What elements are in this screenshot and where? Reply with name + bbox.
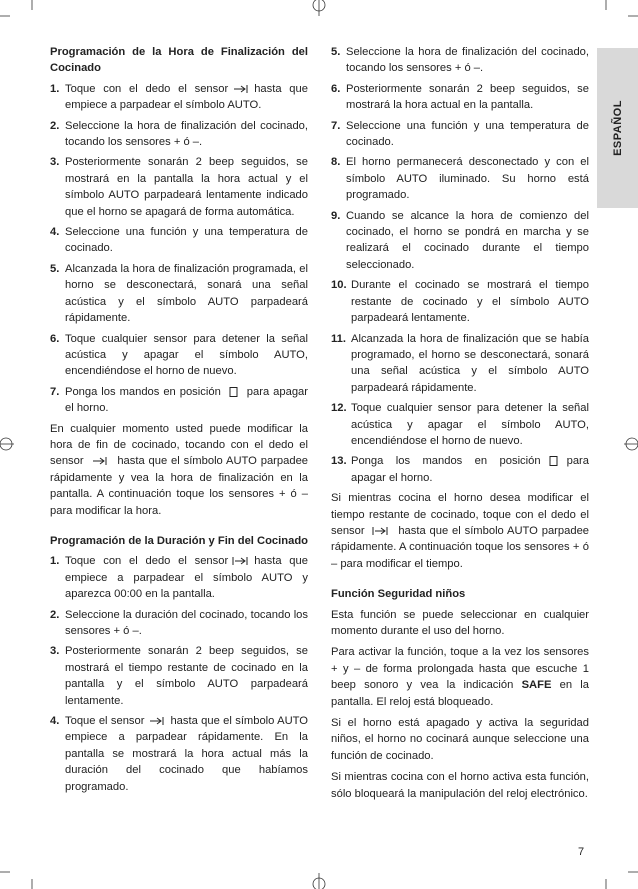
list-item-number: 2. [50,608,60,621]
paragraph-text: hasta que el símbolo AUTO parpadee rápidamente y vea la hora de finalización en la pantalla. A continuación toque los sensores + ó – para modificar la hora. [50,455,309,517]
paragraph-text: hasta que el símbolo AUTO parpadee rápidamente. A continuación toque los sensores + ó – para modificar el tiempo. [331,524,590,570]
list-item-text-part: hasta que empiece a parpadear el símbolo AUTO. [65,82,308,112]
list-item-text: Seleccione la hora de finalización del cocinado, tocando los sensores + ó –. [65,119,308,149]
language-tab [597,48,638,208]
list-item-text: Seleccione la duración del cocinado, tocando los sensores + ó –. [65,608,308,637]
language-tab-label: ESPAÑOL [611,100,624,156]
child-lock-paragraph-4: Si mientras cocina con el horno activa esta función, sólo bloqueará la manipulación del reloj electrónico. [331,771,589,800]
list-item-number: 8. [331,156,341,169]
list-item-text: Seleccione una función y una temperatura de cocinado. [65,226,308,255]
list-item-number: 12. [331,402,347,415]
list-item [331,118,589,151]
list-item-text: Toque cualquier sensor para detener la señal acústica y apagar el símbolo AUTO, encendiéndose el horno de nuevo. [351,402,589,447]
list-item [50,553,308,602]
list-item [331,44,589,77]
list-item-text [65,384,308,417]
list-item [50,118,308,151]
list-item [50,384,308,417]
list-item-text: Seleccione una función y una temperatura de cocinado. [346,119,589,149]
list-item-text: Alcanzada la hora de finalización que se había programado, el horno se desconectará, sonará una señal acústica y el símbolo AUTO parpadeará rápidamente. [351,332,589,394]
list-item-number: 1. [50,555,60,568]
list-item-number: 6. [331,82,341,95]
arrow-bar-icon [146,716,168,726]
list-item-number: 9. [331,209,341,222]
duration-steps-continued [331,44,589,486]
list-item-text: Posteriormente sonarán 2 beep seguidos, se mostrará el tiempo restante de cocinado en la pantalla y el símbolo AUTO parpadeará lentamente. [65,645,308,707]
list-item [331,208,589,274]
child-lock-paragraph-3: Si el horno está apagado y activa la seguridad niños, el horno no cocinará aunque seleccione una función de cocinado. [331,717,589,762]
list-item-text: Durante el cocinado se mostrará el tiempo restante de cocinado y el símbolo AUTO parpadeará lentamente. [351,279,589,325]
paragraph-text: Para activar la función, toque a la vez los sensores + y – de forma prolongada hasta que escuche 1 beep sonoro y vea la indicación [331,646,589,692]
end-time-steps [50,81,308,417]
list-item-text-part: hasta que el símbolo AUTO empiece a parpadear rápidamente. En la pantalla se mostrará la hora actual más la duración del cocinado que habíamos programado. [65,715,308,793]
list-item-text-part: para apagar el horno. [65,385,308,415]
list-item [331,277,589,326]
section-heading-end-time: Programación de la Hora de Finalización del Cocinado [50,46,308,75]
list-item-number: 10. [331,279,347,292]
list-item-number: 5. [50,262,60,275]
list-item-text-part: Ponga los mandos en posición [65,385,221,398]
list-item [50,261,308,327]
list-item-text-part: Toque el sensor [65,715,145,728]
list-item-text-part: Ponga los mandos en posición [351,455,541,468]
list-item-text: Posteriormente sonarán 2 beep seguidos, se mostrará en la pantalla la hora actual y el símbolo AUTO parpadeará lentamente indicado que el horno se apagará de forma automática. [65,156,308,218]
list-item-text: Alcanzada la hora de finalización programada, el horno se desconectará, sonará una señal acústica y el símbolo AUTO parpadeará rápidamente. [65,262,308,325]
list-item-number: 1. [50,82,60,95]
arrow-bar-icon [230,84,252,94]
list-item-text: Cuando se alcance la hora de comienzo del cocinado, el horno se pondrá en marcha y se realizará el cocinado durante el tiempo seleccionado. [346,209,589,271]
paragraph-text: Si mientras cocina el horno desea modificar el tiempo restante de cocinado, toque con el dedo el sensor [331,492,589,537]
bar-arrow-bar-icon [370,526,392,536]
safe-indicator-text: SAFE [521,679,552,692]
list-item [50,224,308,257]
child-lock-paragraph-2 [331,644,589,710]
list-item-text [65,81,308,114]
list-item [50,331,308,380]
list-item-text: Seleccione la hora de finalización del cocinado, tocando los sensores + ó –. [346,46,589,75]
list-item-text [65,553,308,602]
right-column [331,44,589,807]
list-item-text: El horno permanecerá desconectado y con el símbolo AUTO iluminado. Su horno está programado. [346,156,589,202]
list-item [50,643,308,709]
list-item-number: 4. [50,715,60,728]
list-item-text-part: hasta que empiece a parpadear el símbolo AUTO y aparezca 00:00 en la pantalla. [65,555,308,601]
modify-remaining-time-paragraph [331,490,589,572]
list-item [331,400,589,449]
modify-end-time-paragraph [50,421,308,519]
section-heading-duration: Programación de la Duración y Fin del Cocinado [50,534,308,547]
list-item-number: 7. [331,119,341,132]
paragraph-text: en la pantalla. El reloj está bloqueado. [331,679,590,708]
list-item-text [65,713,308,795]
list-item [331,81,589,114]
list-item-number: 3. [50,156,60,169]
list-item-number: 5. [331,46,341,58]
child-lock-paragraph-1: Esta función se puede seleccionar en cualquier momento durante el uso del horno. [331,608,589,637]
list-item [331,154,589,203]
list-item-text-part: Toque con el dedo el sensor [65,555,229,568]
section-heading-child-lock: Función Seguridad niños [331,588,466,601]
list-item-text-part: para apagar el horno. [351,455,589,484]
list-item-number: 2. [50,119,60,132]
list-item [331,453,589,486]
list-item-number: 3. [50,645,60,658]
list-item-number: 13. [331,455,347,468]
duration-steps [50,553,308,795]
arrow-bar-icon [89,456,111,466]
list-item [50,713,308,795]
left-column [50,44,308,799]
list-item [50,154,308,220]
list-item [331,331,589,397]
off-position-icon [223,387,245,397]
bar-arrow-bar-icon [230,556,252,566]
paragraph-text: En cualquier momento usted puede modificar la hora de fin de cocinado, tocando con el dedo el sensor [50,422,308,468]
off-position-icon [543,456,565,466]
list-item-number: 11. [331,332,346,345]
list-item [50,81,308,114]
list-item-number: 4. [50,226,60,239]
list-item-text-part: Toque con el dedo el sensor [65,82,229,95]
list-item-number: 6. [50,332,60,345]
page-number: 7 [578,846,585,858]
list-item-text: Posteriormente sonarán 2 beep seguidos, se mostrará la hora actual en la pantalla. [346,82,589,112]
list-item-text [351,453,589,486]
list-item-text: Toque cualquier sensor para detener la señal acústica y apagar el símbolo AUTO, encendiéndose el horno de nuevo. [65,332,308,378]
list-item-number: 7. [50,385,60,398]
list-item [50,607,308,640]
